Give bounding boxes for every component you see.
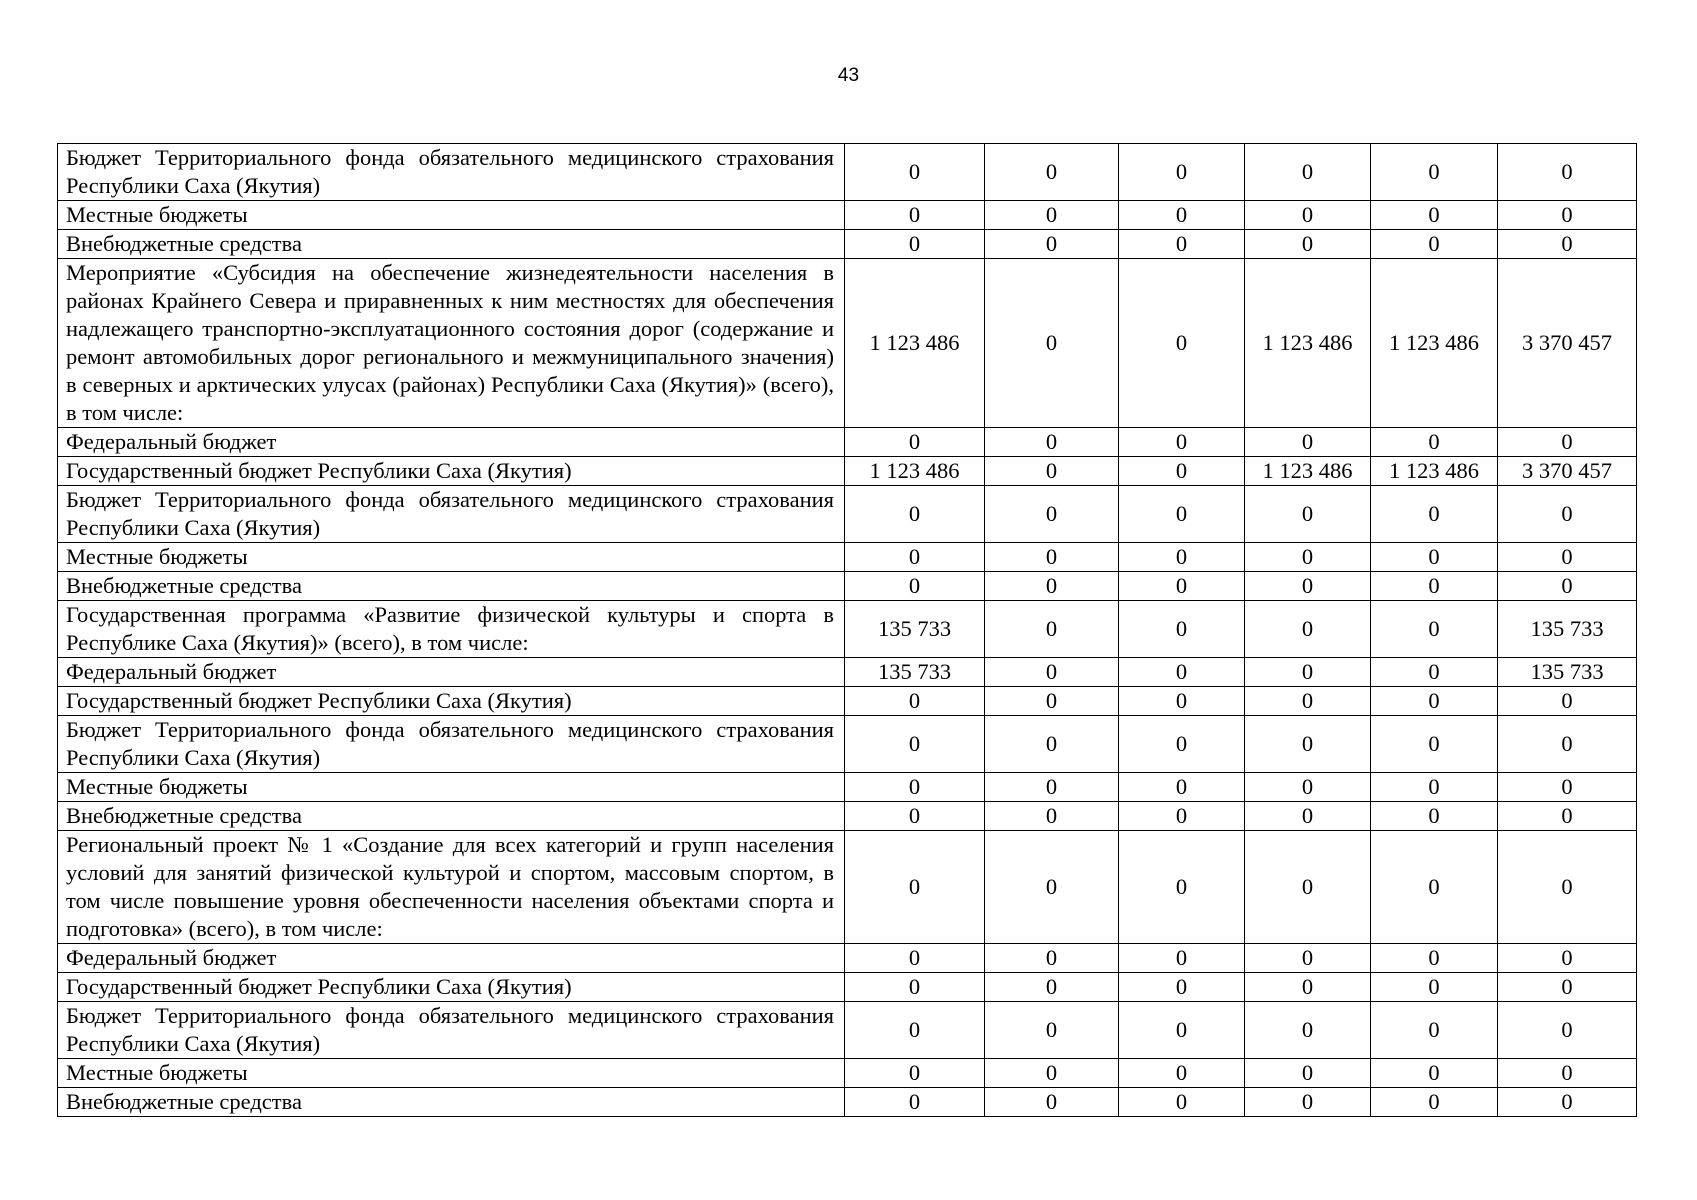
row-label: Внебюджетные средства [58,572,845,601]
table-row [58,658,1637,687]
value-cell: 0 [1119,572,1245,601]
row-label: Внебюджетные средства [58,1088,845,1117]
table-row [58,572,1637,601]
value-cell: 0 [845,716,985,773]
row-label: Государственный бюджет Республики Саха (Якутия) [58,687,845,716]
budget-table [57,143,1637,1117]
value-cell: 0 [1371,428,1498,457]
value-cell: 0 [1371,144,1498,201]
value-cell: 1 123 486 [1245,457,1371,486]
value-cell: 0 [985,201,1119,230]
table-row [58,1059,1637,1088]
value-cell: 0 [1119,802,1245,831]
budget-table-body [58,144,1637,1117]
value-cell: 0 [985,687,1119,716]
value-cell: 0 [1371,973,1498,1002]
value-cell: 0 [985,428,1119,457]
value-cell: 0 [985,802,1119,831]
value-cell: 0 [1498,1002,1637,1059]
value-cell: 0 [1498,428,1637,457]
value-cell: 0 [845,144,985,201]
value-cell: 135 733 [1498,601,1637,658]
value-cell: 0 [1119,944,1245,973]
value-cell: 0 [845,572,985,601]
value-cell: 0 [1119,1059,1245,1088]
value-cell: 0 [845,543,985,572]
value-cell: 0 [1245,1059,1371,1088]
table-row [58,601,1637,658]
table-row [58,543,1637,572]
value-cell: 0 [985,572,1119,601]
value-cell: 0 [1245,543,1371,572]
row-label: Региональный проект № 1 «Создание для всех категорий и групп населения условий для занятий физической культурой и спортом, массовым спортом, в том числе повышение уровня обеспеченности населения объектами спорта и подготовка» (всего), в том числе: [58,831,845,944]
value-cell: 135 733 [845,601,985,658]
value-cell: 0 [1119,716,1245,773]
row-label: Государственная программа «Развитие физической культуры и спорта в Республике Саха (Якутия)» (всего), в том числе: [58,601,845,658]
value-cell: 0 [1245,658,1371,687]
table-row [58,831,1637,944]
table-row [58,259,1637,428]
value-cell: 0 [845,944,985,973]
value-cell: 0 [1498,572,1637,601]
row-label: Местные бюджеты [58,1059,845,1088]
value-cell: 0 [1245,687,1371,716]
value-cell: 0 [1371,1088,1498,1117]
value-cell: 0 [1498,831,1637,944]
value-cell: 0 [845,802,985,831]
table-row [58,716,1637,773]
value-cell: 0 [1498,716,1637,773]
row-label: Бюджет Территориального фонда обязательного медицинского страхования Республики Саха (Якутия) [58,716,845,773]
value-cell: 0 [1498,1059,1637,1088]
value-cell: 0 [845,201,985,230]
table-row [58,457,1637,486]
value-cell: 0 [1119,601,1245,658]
value-cell: 0 [985,831,1119,944]
value-cell: 0 [985,716,1119,773]
value-cell: 0 [845,486,985,543]
value-cell: 0 [985,944,1119,973]
value-cell: 0 [1371,486,1498,543]
value-cell: 135 733 [845,658,985,687]
value-cell: 0 [1245,201,1371,230]
value-cell: 0 [985,773,1119,802]
value-cell: 0 [1498,973,1637,1002]
value-cell: 0 [845,230,985,259]
table-row [58,144,1637,201]
value-cell: 0 [1119,831,1245,944]
value-cell: 1 123 486 [1371,457,1498,486]
row-label: Внебюджетные средства [58,802,845,831]
value-cell: 0 [1371,230,1498,259]
value-cell: 0 [985,543,1119,572]
value-cell: 1 123 486 [1245,259,1371,428]
value-cell: 0 [1119,428,1245,457]
table-row [58,230,1637,259]
table-row [58,944,1637,973]
value-cell: 0 [985,658,1119,687]
value-cell: 0 [1498,687,1637,716]
table-row [58,486,1637,543]
row-label: Местные бюджеты [58,543,845,572]
value-cell: 0 [1245,831,1371,944]
value-cell: 0 [1119,973,1245,1002]
value-cell: 0 [1245,144,1371,201]
value-cell: 0 [845,1002,985,1059]
row-label: Бюджет Территориального фонда обязательного медицинского страхования Республики Саха (Якутия) [58,1002,845,1059]
row-label: Местные бюджеты [58,773,845,802]
value-cell: 0 [985,1088,1119,1117]
value-cell: 0 [845,831,985,944]
value-cell: 0 [1119,144,1245,201]
value-cell: 0 [985,601,1119,658]
row-label: Бюджет Территориального фонда обязательного медицинского страхования Республики Саха (Якутия) [58,144,845,201]
value-cell: 1 123 486 [845,457,985,486]
value-cell: 0 [985,1002,1119,1059]
value-cell: 0 [985,144,1119,201]
value-cell: 1 123 486 [845,259,985,428]
value-cell: 0 [1245,944,1371,973]
table-row [58,773,1637,802]
value-cell: 0 [1371,658,1498,687]
value-cell: 3 370 457 [1498,457,1637,486]
value-cell: 0 [1119,457,1245,486]
value-cell: 0 [1371,944,1498,973]
value-cell: 0 [1371,716,1498,773]
value-cell: 0 [1371,601,1498,658]
value-cell: 0 [1119,687,1245,716]
value-cell: 0 [1245,773,1371,802]
value-cell: 0 [1119,1088,1245,1117]
value-cell: 0 [1245,572,1371,601]
value-cell: 0 [1371,802,1498,831]
value-cell: 0 [1371,773,1498,802]
row-label: Местные бюджеты [58,201,845,230]
value-cell: 0 [1119,201,1245,230]
value-cell: 0 [845,1059,985,1088]
value-cell: 0 [1371,543,1498,572]
value-cell: 0 [1498,802,1637,831]
row-label: Внебюджетные средства [58,230,845,259]
table-row [58,428,1637,457]
row-label: Бюджет Территориального фонда обязательного медицинского страхования Республики Саха (Якутия) [58,486,845,543]
value-cell: 0 [1498,944,1637,973]
value-cell: 0 [1119,773,1245,802]
row-label: Федеральный бюджет [58,428,845,457]
value-cell: 0 [1245,802,1371,831]
value-cell: 0 [1498,201,1637,230]
value-cell: 0 [1245,1088,1371,1117]
row-label: Государственный бюджет Республики Саха (Якутия) [58,457,845,486]
value-cell: 0 [1119,486,1245,543]
table-row [58,201,1637,230]
value-cell: 0 [1371,687,1498,716]
table-row [58,1088,1637,1117]
value-cell: 1 123 486 [1371,259,1498,428]
value-cell: 0 [1498,543,1637,572]
value-cell: 0 [1119,658,1245,687]
value-cell: 0 [985,973,1119,1002]
value-cell: 0 [845,973,985,1002]
table-row [58,1002,1637,1059]
table-row [58,687,1637,716]
value-cell: 0 [985,230,1119,259]
value-cell: 0 [1498,486,1637,543]
value-cell: 0 [1498,1088,1637,1117]
value-cell: 0 [1119,1002,1245,1059]
value-cell: 0 [1245,230,1371,259]
value-cell: 0 [985,259,1119,428]
value-cell: 0 [1245,716,1371,773]
value-cell: 3 370 457 [1498,259,1637,428]
value-cell: 0 [985,1059,1119,1088]
value-cell: 0 [1245,601,1371,658]
value-cell: 0 [985,457,1119,486]
value-cell: 0 [1245,973,1371,1002]
value-cell: 0 [845,773,985,802]
value-cell: 0 [1498,773,1637,802]
value-cell: 0 [1119,543,1245,572]
value-cell: 0 [845,428,985,457]
value-cell: 0 [845,687,985,716]
page-number: 43 [837,65,860,86]
row-label: Государственный бюджет Республики Саха (Якутия) [58,973,845,1002]
row-label: Федеральный бюджет [58,658,845,687]
row-label: Федеральный бюджет [58,944,845,973]
value-cell: 135 733 [1498,658,1637,687]
value-cell: 0 [1119,259,1245,428]
value-cell: 0 [845,1088,985,1117]
table-row [58,802,1637,831]
value-cell: 0 [1119,230,1245,259]
value-cell: 0 [985,486,1119,543]
value-cell: 0 [1245,1002,1371,1059]
value-cell: 0 [1498,230,1637,259]
value-cell: 0 [1371,1059,1498,1088]
value-cell: 0 [1245,486,1371,543]
value-cell: 0 [1371,572,1498,601]
value-cell: 0 [1371,1002,1498,1059]
value-cell: 0 [1498,144,1637,201]
value-cell: 0 [1371,201,1498,230]
row-label: Мероприятие «Субсидия на обеспечение жизнедеятельности населения в районах Крайнего Севера и приравненных к ним местностях для обеспечения надлежащего транспортно-эксплуатационного состояния дорог (содержание и ремонт автомобильных дорог регионального и межмуниципального значения) в северных и арктических улусах (районах) Республики Саха (Якутия)» (всего), в том числе: [58,259,845,428]
value-cell: 0 [1245,428,1371,457]
value-cell: 0 [1371,831,1498,944]
table-row [58,973,1637,1002]
